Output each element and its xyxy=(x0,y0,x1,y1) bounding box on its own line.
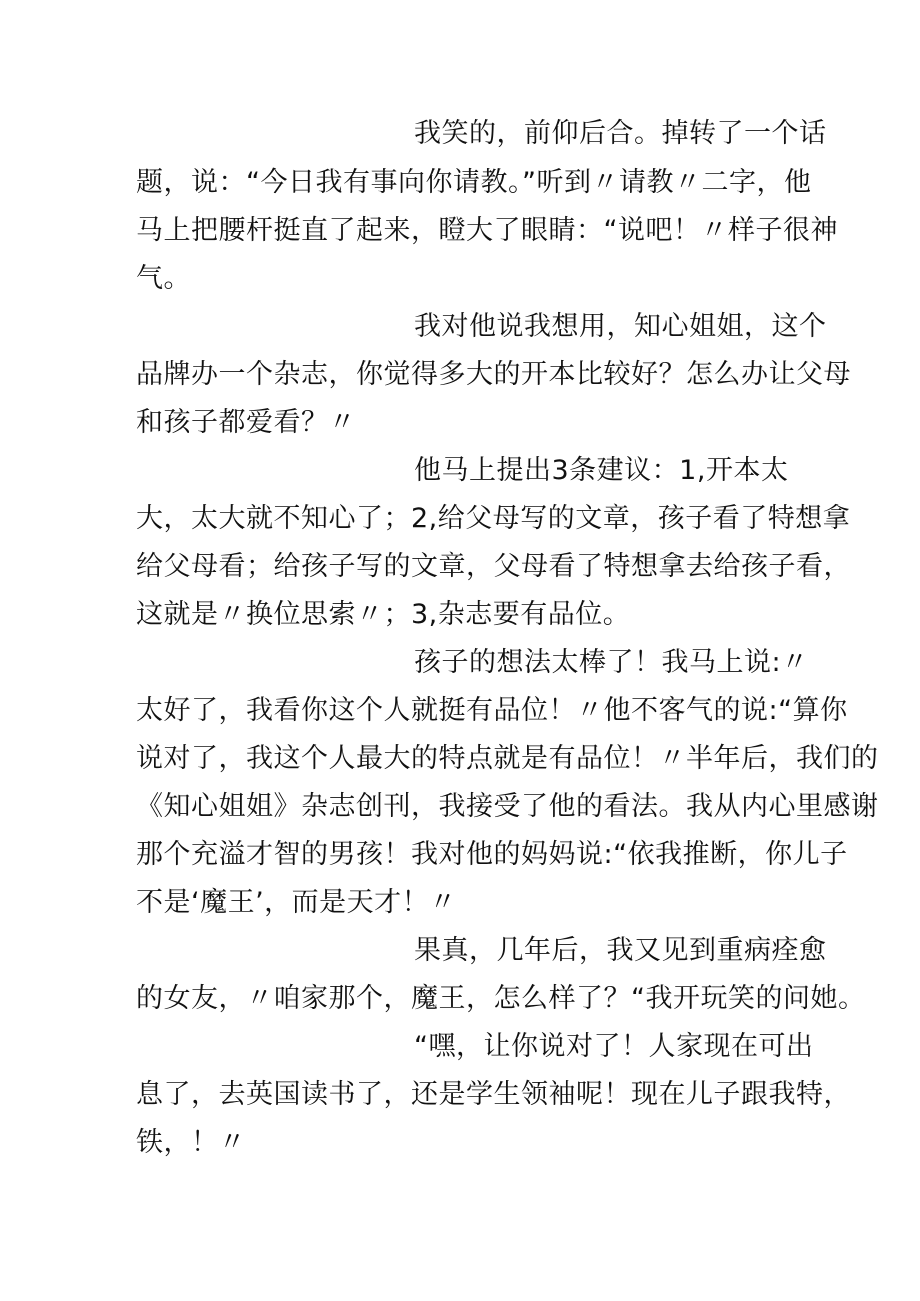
text-line: 这就是〃换位思索〃；3,杂志要有品位。 xyxy=(136,599,631,630)
text-line: 大，太大就不知心了；2,给父母写的文章，孩子看了特想拿 xyxy=(136,503,851,534)
text-line: 我笑的，前仰后合。掉转了一个话 xyxy=(414,118,827,149)
text-line: 马上把腰杆挺直了起来，瞪大了眼睛：“说吧！〃样子很神 xyxy=(136,215,838,246)
text-line: 气。 xyxy=(136,263,191,294)
text-line: “嘿，让你说对了！人家现在可出 xyxy=(414,1031,814,1062)
text-line: 孩子的想法太棒了！我马上说:〃 xyxy=(414,647,809,678)
text-line: 不是‘魔王’，而是天才！〃 xyxy=(136,887,457,918)
text-line: 他马上提出3条建议：1,开本太 xyxy=(414,455,789,486)
text-line: 我对他说我想用，知心姐姐，这个 xyxy=(414,311,827,342)
text-line: 给父母看；给孩子写的文章，父母看了特想拿去给孩子看， xyxy=(136,551,851,582)
text-line: 《知心姐姐》杂志创刊，我接受了他的看法。我从内心里感谢 xyxy=(136,791,879,822)
text-line: 的女友，〃咱家那个，魔王，怎么样了？“我开玩笑的问她。 xyxy=(136,983,866,1014)
text-line: 题，说：“今日我有事向你请教。”听到〃请教〃二字，他 xyxy=(136,167,812,198)
text-line: 说对了，我这个人最大的特点就是有品位！〃半年后，我们的 xyxy=(136,743,879,774)
text-line: 息了，去英国读书了，还是学生领袖呢！现在儿子跟我特， xyxy=(136,1079,851,1110)
text-line: 那个充溢才智的男孩！我对他的妈妈说:“依我推断，你儿子 xyxy=(136,839,848,870)
text-line: 铁，！〃 xyxy=(136,1127,246,1158)
text-line: 和孩子都爱看？〃 xyxy=(136,407,356,438)
text-line: 果真，几年后，我又见到重病痊愈 xyxy=(414,935,827,966)
text-line: 品牌办一个杂志，你觉得多大的开本比较好？怎么办让父母 xyxy=(136,359,851,390)
text-line: 太好了，我看你这个人就挺有品位！〃他不客气的说:“算你 xyxy=(136,695,848,726)
